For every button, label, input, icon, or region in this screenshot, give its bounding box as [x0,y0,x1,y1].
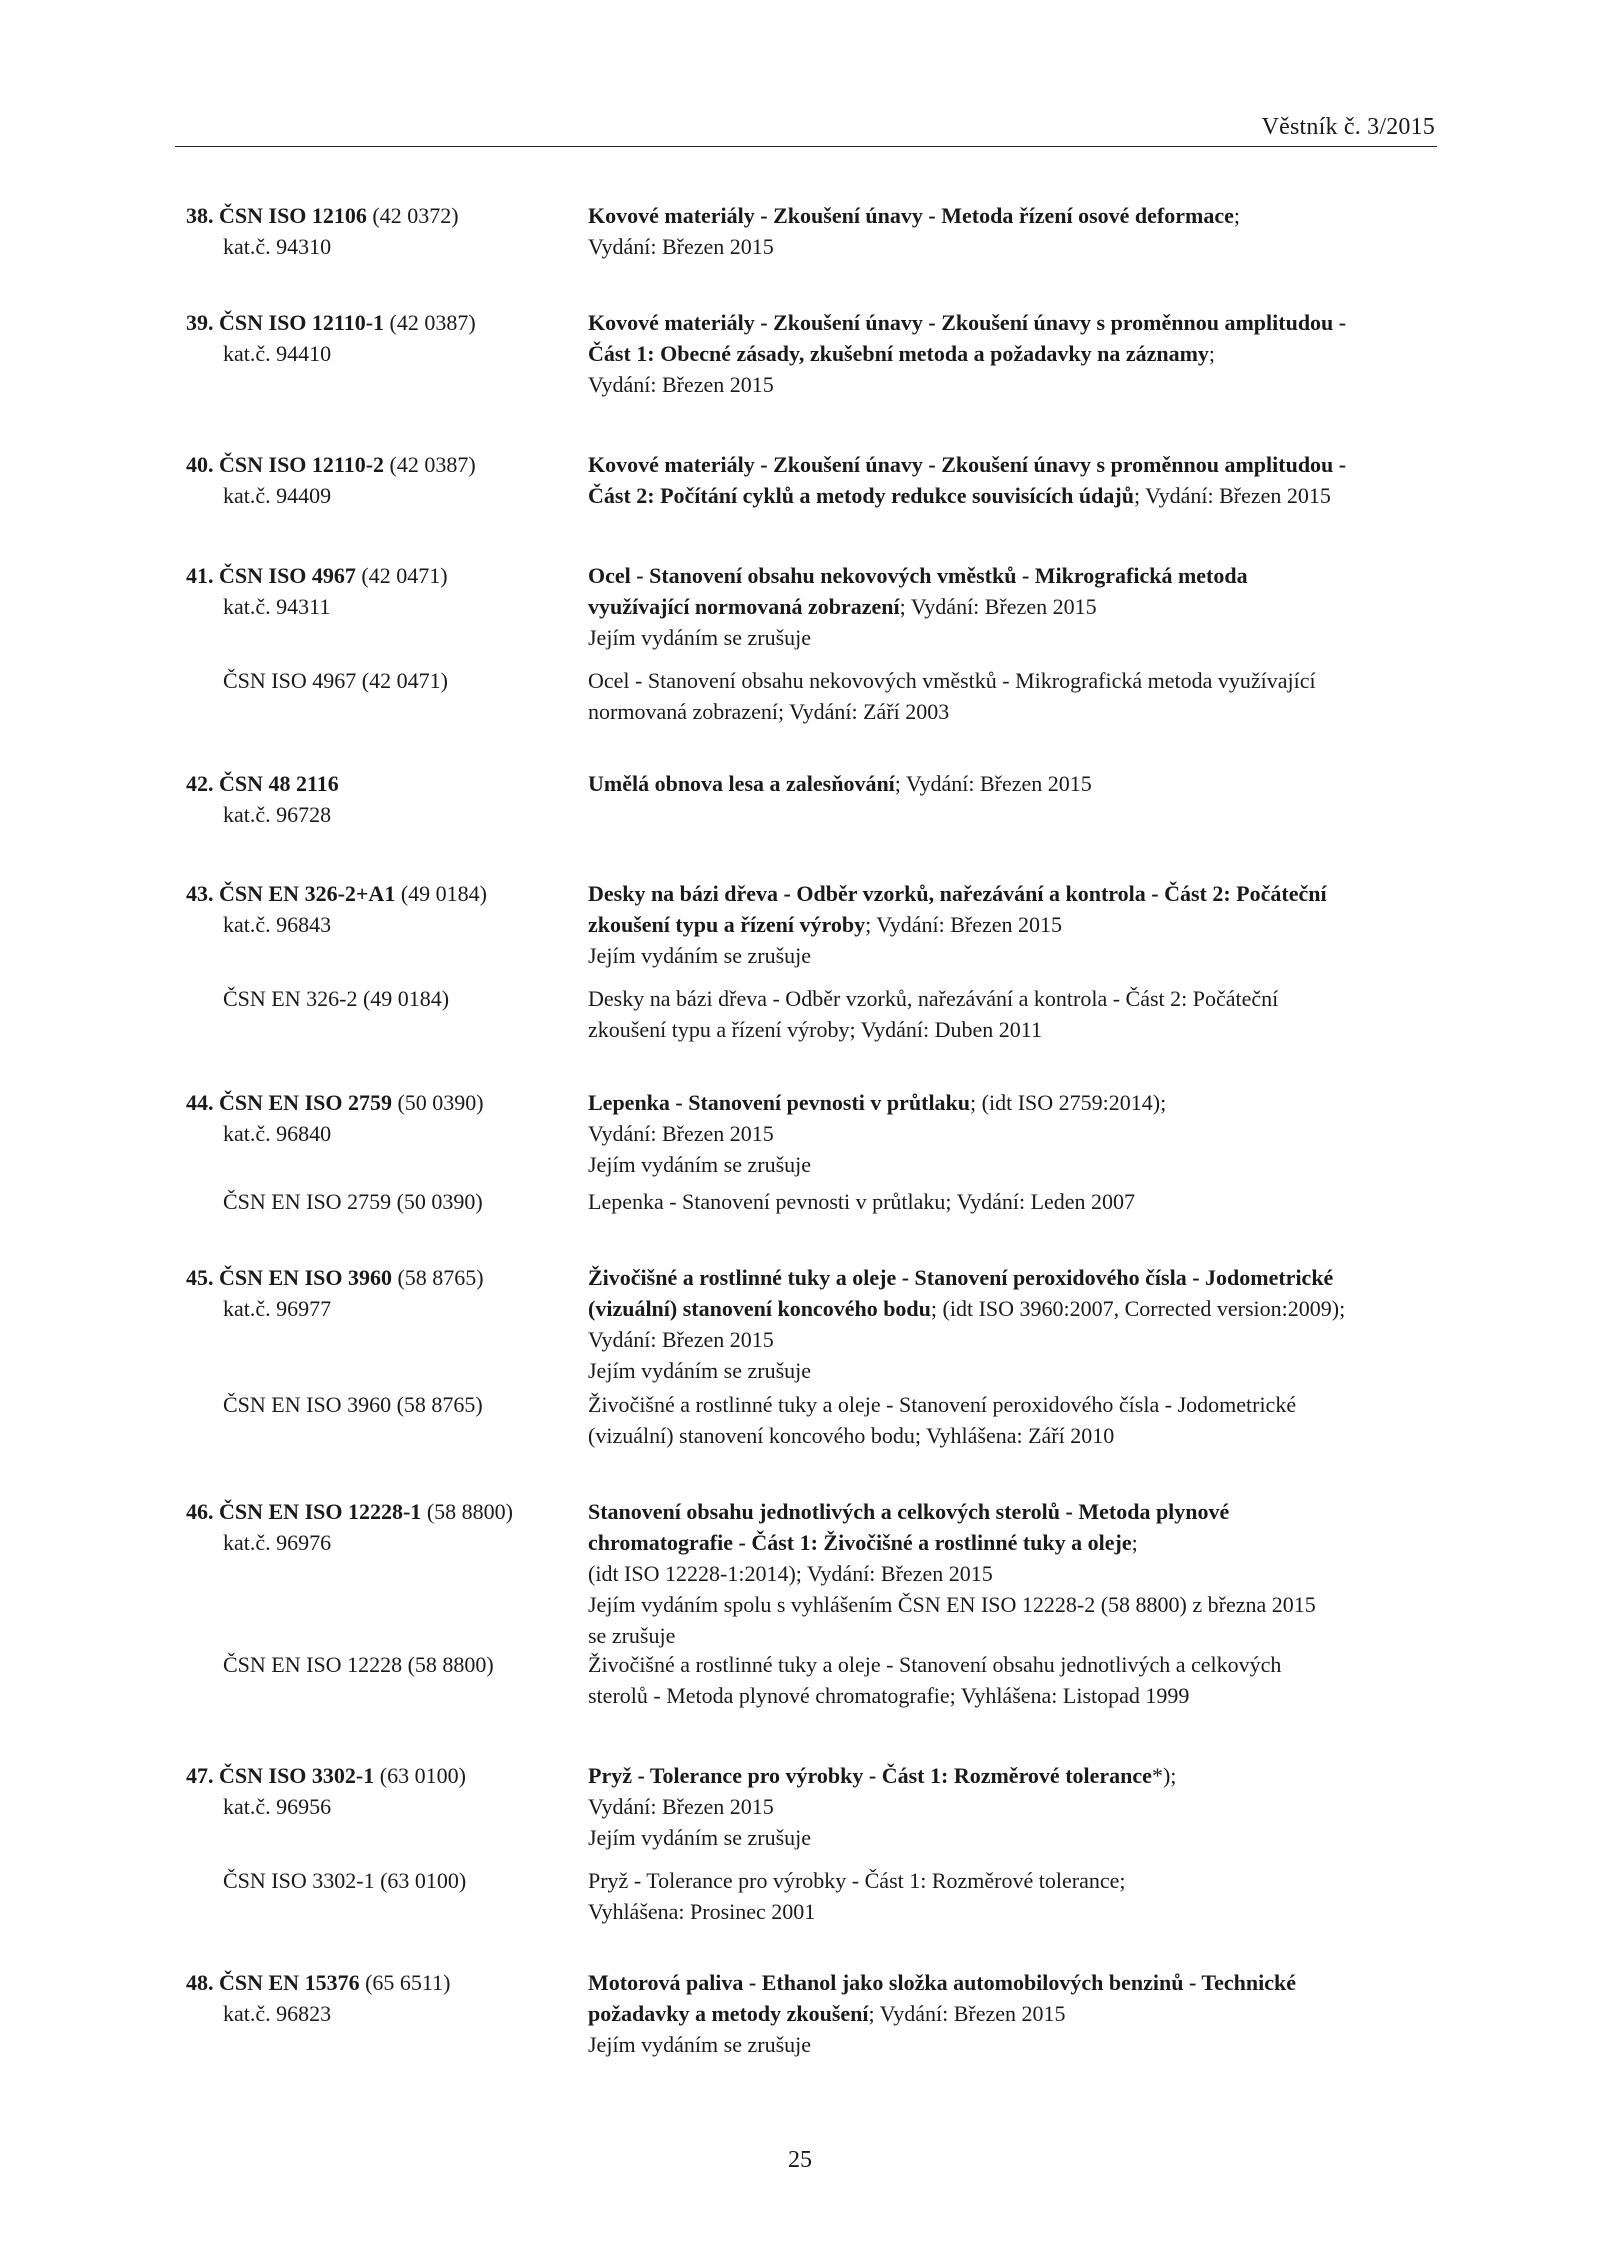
description-line [588,1527,1138,1558]
description-line [588,1791,774,1822]
replaced-description-line: sterolů - Metoda plynové chromatografie; Vyhlášena: Listopad 1999 [588,1683,1190,1708]
standard-details: ; Vydání: Březen 2015 [1133,483,1331,508]
standard-details: ; (idt ISO 3960:2007, Corrected version:2009); [930,1296,1346,1321]
entry-number: 40. [186,452,214,477]
description-line [588,768,1092,799]
standard-designation [186,1262,484,1293]
replaced-description-line: Živočišné a rostlinné tuky a oleje - Stanovení obsahu jednotlivých a celkových [588,1652,1282,1677]
standard-details: ; [1233,203,1240,228]
bulletin-title: Věstník č. 3/2015 [1261,114,1435,140]
description-line [588,1262,1333,1293]
standard-title: chromatografie - Část 1: Živočišné a rostlinné tuky a oleje [588,1530,1132,1555]
description-line [588,1822,811,1853]
catalog-number: kat.č. 94310 [223,234,332,259]
standard-details: (idt ISO 12228-1:2014); Vydání: Březen 2015 [588,1561,993,1586]
standard-code: ČSN EN ISO 3960 [219,1265,392,1290]
description-line [588,1118,774,1149]
classification-code: (63 0100) [379,1763,466,1788]
classification-code: (42 0387) [389,310,476,335]
classification-code: (42 0471) [361,563,448,588]
standard-designation [186,1967,450,1998]
catalog-number: kat.č. 96976 [223,1530,332,1555]
replaced-description-line: Vyhlášena: Prosinec 2001 [588,1899,816,1924]
standard-details: *); [1151,1763,1177,1788]
standard-designation [186,200,459,231]
replaced-standard-code: ČSN ISO 4967 (42 0471) [223,668,448,693]
standard-code: ČSN EN ISO 12228-1 [219,1499,422,1524]
description-line [588,1558,993,1589]
standard-code: ČSN EN 15376 [219,1970,360,1995]
standard-details: Vydání: Březen 2015 [588,234,774,259]
catalog-number: kat.č. 96840 [223,1121,332,1146]
description-line [588,560,1248,591]
standard-designation [186,878,487,909]
replaced-standard-code: ČSN EN 326-2 (49 0184) [223,986,450,1011]
classification-code: (42 0387) [389,452,476,477]
standard-details: ; Vydání: Březen 2015 [894,771,1092,796]
standard-details: Vydání: Březen 2015 [588,1327,774,1352]
replaced-standard-code: ČSN EN ISO 2759 (50 0390) [223,1189,483,1214]
entry-number: 47. [186,1763,214,1788]
classification-code: (58 8800) [426,1499,513,1524]
standard-details: Jejím vydáním se zrušuje [588,1152,812,1177]
replaced-standard-code: ČSN EN ISO 3960 (58 8765) [223,1392,483,1417]
replaced-description-line: Desky na bázi dřeva - Odběr vzorků, nařezávání a kontrola - Část 2: Počáteční [588,986,1279,1011]
description-line [588,1967,1296,1998]
description-line [588,369,774,400]
standard-title: Lepenka - Stanovení pevnosti v průtlaku [588,1090,971,1115]
classification-code: (49 0184) [400,881,487,906]
standard-designation [186,768,339,799]
description-line [588,1293,1345,1324]
standard-code: ČSN ISO 12110-2 [219,452,385,477]
catalog-number: kat.č. 94410 [223,341,332,366]
page-header [175,112,1437,147]
classification-code: (42 0372) [372,203,459,228]
standard-details: ; Vydání: Březen 2015 [899,594,1097,619]
replaced-standard-code: ČSN EN ISO 12228 (58 8800) [223,1652,494,1677]
description-line [588,1149,811,1180]
standard-details: se zrušuje [588,1623,676,1648]
standard-designation [186,1496,513,1527]
standard-code: ČSN EN 326-2+A1 [219,881,396,906]
classification-code: (65 6511) [365,1970,451,1995]
catalog-number: kat.č. 94311 [223,594,331,619]
replaced-description-line: Živočišné a rostlinné tuky a oleje - Stanovení peroxidového čísla - Jodometrické [588,1392,1297,1417]
catalog-number: kat.č. 96728 [223,802,332,827]
catalog-number: kat.č. 96956 [223,1794,332,1819]
description-line [588,449,1346,480]
page-number: 25 [788,2147,812,2173]
description-line [588,622,811,653]
standard-title: požadavky a metody zkoušení [588,2001,869,2026]
description-line [588,909,1062,940]
description-line [588,480,1331,511]
description-line [588,1998,1066,2029]
standard-code: ČSN 48 2116 [219,771,339,796]
entry-number: 43. [186,881,214,906]
standard-title: Kovové materiály - Zkoušení únavy - Zkoušení únavy s proměnnou amplitudou - [588,452,1347,477]
standard-title: Část 2: Počítání cyklů a metody redukce souvisících údajů [588,483,1134,508]
standard-details: Jejím vydáním se zrušuje [588,2032,812,2057]
entry-number: 42. [186,771,214,796]
standard-title: Kovové materiály - Zkoušení únavy - Metoda řízení osové deformace [588,203,1234,228]
standard-details: Jejím vydáním se zrušuje [588,1358,812,1383]
replaced-description-line: Pryž - Tolerance pro výrobky - Část 1: Rozměrové tolerance; [588,1868,1126,1893]
replaced-description-line: normovaná zobrazení; Vydání: Září 2003 [588,699,950,724]
standard-details: Vydání: Březen 2015 [588,1794,774,1819]
description-line [588,940,811,971]
standard-title: (vizuální) stanovení koncového bodu [588,1296,931,1321]
description-line [588,1620,675,1651]
standard-details: Jejím vydáním se zrušuje [588,625,812,650]
description-line [588,1760,1176,1791]
standard-details: Jejím vydáním spolu s vyhlášením ČSN EN ISO 12228-2 (58 8800) z března 2015 [588,1592,1316,1617]
replaced-description-line: zkoušení typu a řízení výroby; Vydání: Duben 2011 [588,1017,1042,1042]
standard-designation [186,449,476,480]
replaced-description-line: Lepenka - Stanovení pevnosti v průtlaku; Vydání: Leden 2007 [588,1189,1136,1214]
standard-details: Vydání: Březen 2015 [588,372,774,397]
entry-number: 45. [186,1265,214,1290]
standard-details: Vydání: Březen 2015 [588,1121,774,1146]
entry-number: 48. [186,1970,214,1995]
standard-title: zkoušení typu a řízení výroby [588,912,866,937]
standard-title: Pryž - Tolerance pro výrobky - Část 1: Rozměrové tolerance [588,1763,1152,1788]
standard-title: Desky na bázi dřeva - Odběr vzorků, nařezávání a kontrola - Část 2: Počáteční [588,881,1327,906]
standard-title: Živočišné a rostlinné tuky a oleje - Stanovení peroxidového čísla - Jodometrické [588,1265,1334,1290]
entry-number: 41. [186,563,214,588]
classification-code: (58 8765) [397,1265,484,1290]
standard-details: ; Vydání: Březen 2015 [868,2001,1066,2026]
standard-title: Motorová paliva - Ethanol jako složka automobilových benzinů - Technické [588,1970,1296,1995]
standard-code: ČSN ISO 3302-1 [219,1763,375,1788]
catalog-number: kat.č. 96977 [223,1296,332,1321]
standard-title: využívající normovaná zobrazení [588,594,900,619]
standard-details: ; [1208,341,1216,366]
replaced-standard-code: ČSN ISO 3302-1 (63 0100) [223,1868,467,1893]
catalog-number: kat.č. 96843 [223,912,332,937]
standard-designation [186,560,448,591]
entry-number: 44. [186,1090,214,1115]
standard-designation [186,1760,466,1791]
standard-code: ČSN ISO 12106 [219,203,367,228]
standard-title: Ocel - Stanovení obsahu nekovových vměstků - Mikrografická metoda [588,563,1248,588]
entry-number: 38. [186,203,214,228]
description-line [588,231,774,262]
catalog-number: kat.č. 96823 [223,2001,332,2026]
standard-designation [186,1087,484,1118]
description-line [588,2029,811,2060]
description-line [588,338,1215,369]
description-line [588,307,1346,338]
entry-number: 46. [186,1499,214,1524]
description-line [588,1324,774,1355]
standard-title: Umělá obnova lesa a zalesňování [588,771,895,796]
description-line [588,1355,811,1386]
entry-number: 39. [186,310,214,335]
description-line [588,878,1327,909]
standard-code: ČSN ISO 4967 [219,563,356,588]
standard-title: Stanovení obsahu jednotlivých a celkových sterolů - Metoda plynové [588,1499,1230,1524]
standard-details: Jejím vydáním se zrušuje [588,1825,812,1850]
standard-code: ČSN EN ISO 2759 [219,1090,392,1115]
standard-details: ; [1131,1530,1138,1555]
description-line [588,1589,1316,1620]
replaced-description-line: (vizuální) stanovení koncového bodu; Vyhlášena: Září 2010 [588,1423,1115,1448]
standard-designation [186,307,476,338]
description-line [588,200,1240,231]
classification-code: (50 0390) [397,1090,484,1115]
standard-details: Jejím vydáním se zrušuje [588,943,812,968]
standard-details: ; (idt ISO 2759:2014); [970,1090,1167,1115]
replaced-description-line: Ocel - Stanovení obsahu nekovových vměstků - Mikrografická metoda využívající [588,668,1316,693]
description-line [588,1087,1166,1118]
catalog-number: kat.č. 94409 [223,483,332,508]
description-line [588,591,1097,622]
standard-details: ; Vydání: Březen 2015 [865,912,1063,937]
standard-title: Kovové materiály - Zkoušení únavy - Zkoušení únavy s proměnnou amplitudou - [588,310,1347,335]
description-line [588,1496,1229,1527]
standard-title: Část 1: Obecné zásady, zkušební metoda a požadavky na záznamy [588,341,1209,366]
standard-code: ČSN ISO 12110-1 [219,310,385,335]
